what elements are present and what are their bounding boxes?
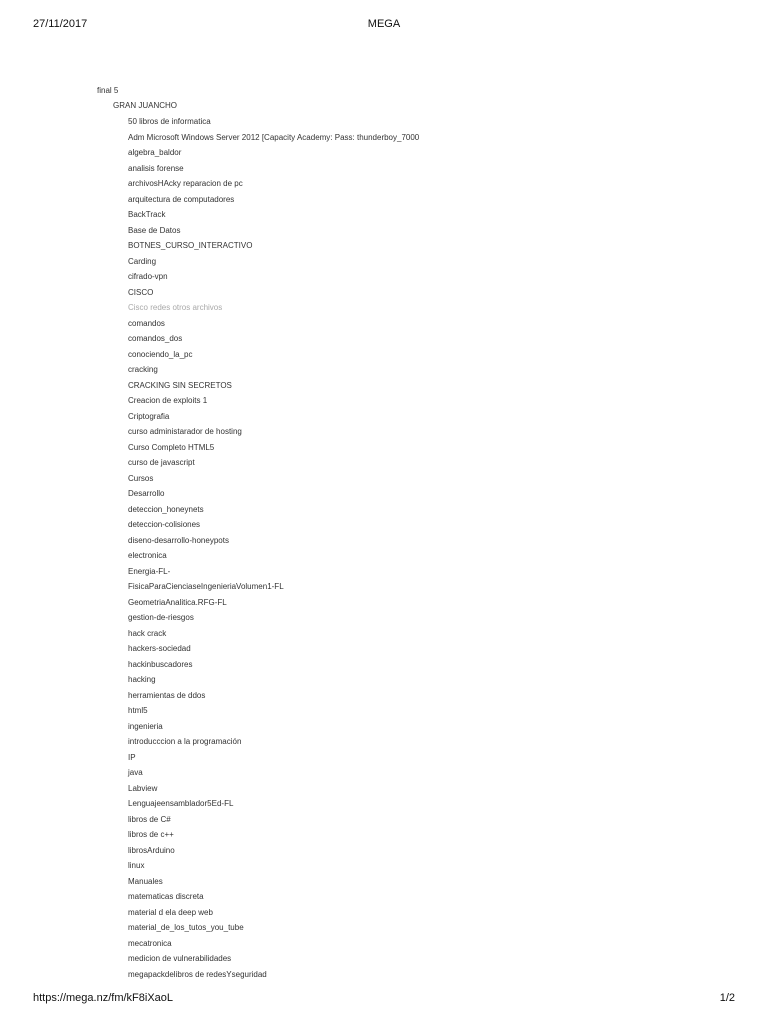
folder-item[interactable]: material d ela deep web (128, 907, 213, 917)
folder-item[interactable]: java (128, 768, 143, 777)
folder-item[interactable]: IP (128, 752, 136, 762)
folder-item[interactable]: archivosHAcky reparacion de pc (128, 179, 243, 188)
folder-item[interactable]: hackinbuscadores (128, 659, 193, 669)
folder-item[interactable]: Lenguajeensamblador5Ed-FL (128, 799, 234, 808)
folder-item[interactable]: megapackdelibros de redesYseguridad (128, 969, 267, 979)
folder-item[interactable]: curso de javascript (128, 458, 195, 467)
page-number: 1/2 (719, 992, 735, 1004)
tree-root-folder[interactable]: final 5 (97, 86, 119, 95)
folder-item[interactable]: algebra_baldor (128, 148, 182, 157)
page-title: MEGA (367, 18, 401, 30)
folder-item[interactable]: BackTrack (128, 210, 166, 219)
folder-list (128, 117, 419, 985)
folder-item[interactable]: cracking (128, 365, 158, 374)
folder-item[interactable]: arquitectura de computadores (128, 194, 235, 204)
folder-item[interactable]: deteccion-colisiones (128, 520, 201, 529)
tree-subfolder[interactable]: GRAN JUANCHO (113, 101, 178, 110)
folder-item[interactable]: 50 libros de informatica (128, 117, 211, 126)
folder-item[interactable]: Criptografia (128, 411, 170, 421)
folder-item[interactable]: mecatronica (128, 938, 172, 948)
folder-item[interactable]: curso administarador de hosting (128, 427, 242, 436)
folder-item[interactable]: librosArduino (128, 845, 175, 855)
folder-item[interactable]: material_de_los_tutos_you_tube (128, 923, 244, 932)
folder-item[interactable]: FisicaParaCienciaseIngenieriaVolumen1-FL (128, 582, 284, 591)
folder-item[interactable]: hacking (128, 675, 156, 684)
folder-item[interactable]: hack crack (128, 628, 167, 638)
folder-item[interactable]: matematicas discreta (128, 892, 204, 901)
folder-item[interactable]: introducccion a la programación (128, 737, 242, 746)
folder-item[interactable]: deteccion_honeynets (128, 504, 204, 514)
folder-item[interactable]: comandos (128, 318, 165, 328)
folder-item[interactable]: ingenieria (128, 721, 163, 731)
folder-item[interactable]: libros de c++ (128, 830, 174, 839)
folder-item[interactable]: Base de Datos (128, 225, 181, 235)
folder-item[interactable]: libros de C# (128, 814, 171, 824)
folder-item[interactable]: cifrado-vpn (128, 272, 168, 281)
folder-item[interactable]: diseno-desarrollo-honeypots (128, 535, 229, 545)
folder-item[interactable]: herramientas de ddos (128, 690, 206, 700)
folder-item[interactable]: Carding (128, 256, 157, 266)
folder-item[interactable]: html5 (128, 706, 148, 715)
folder-item[interactable]: CISCO (128, 287, 154, 297)
folder-item[interactable]: Curso Completo HTML5 (128, 442, 215, 452)
folder-item[interactable]: Cursos (128, 473, 154, 483)
folder-item[interactable]: Desarrollo (128, 489, 165, 498)
folder-item[interactable]: medicion de vulnerabilidades (128, 954, 232, 963)
folder-item[interactable]: Cisco redes otros archivos (128, 303, 223, 312)
folder-item[interactable]: gestion-de-riesgos (128, 613, 194, 622)
folder-item[interactable]: analisis forense (128, 163, 184, 173)
folder-item[interactable]: comandos_dos (128, 334, 183, 343)
folder-item[interactable]: GeometriaAnalitica.RFG-FL (128, 597, 227, 607)
folder-item[interactable]: hackers-sociedad (128, 644, 191, 653)
folder-item[interactable]: conociendo_la_pc (128, 349, 193, 359)
folder-item[interactable]: electronica (128, 551, 167, 560)
folder-item[interactable]: CRACKING SIN SECRETOS (128, 380, 232, 390)
folder-item[interactable]: Labview (128, 783, 158, 793)
print-date: 27/11/2017 (33, 18, 88, 30)
folder-item[interactable]: BOTNES_CURSO_INTERACTIVO (128, 241, 253, 250)
page-url: https://mega.nz/fm/kF8iXaoL (33, 992, 174, 1004)
folder-item[interactable]: Energia-FL- (128, 566, 171, 576)
folder-item[interactable]: Adm Microsoft Windows Server 2012 [Capacity Academy: Pass: thunderboy_7000 (128, 132, 420, 142)
folder-item[interactable]: Manuales (128, 876, 163, 886)
folder-item[interactable]: linux (128, 861, 145, 870)
folder-item[interactable]: Creacion de exploits 1 (128, 396, 208, 405)
